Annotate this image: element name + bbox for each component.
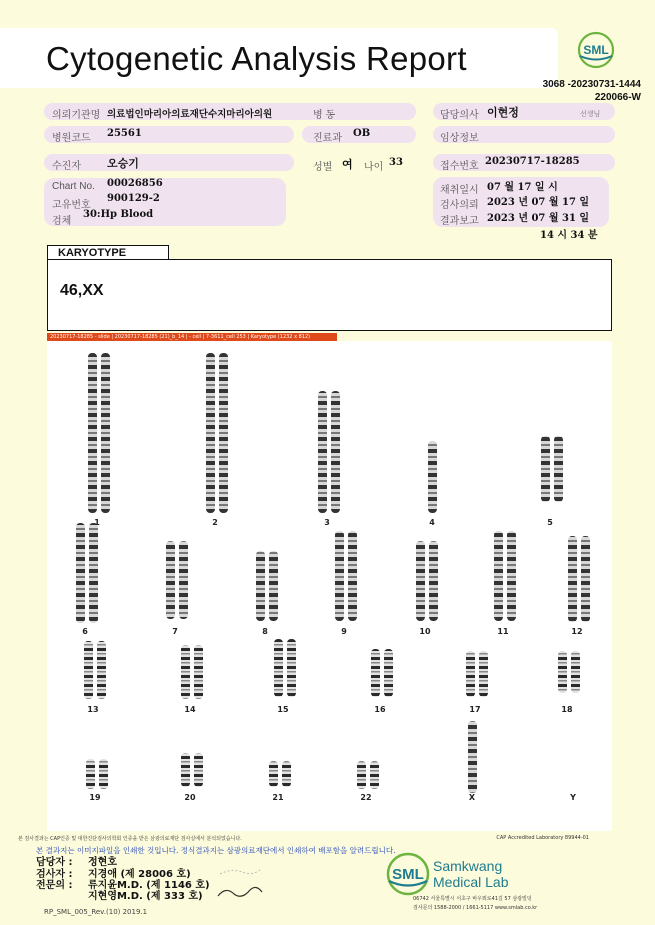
karyotype-box bbox=[47, 259, 612, 331]
chromosome-21 bbox=[269, 761, 278, 787]
hospital-code-value: 25561 bbox=[107, 128, 142, 139]
chromosome-2 bbox=[219, 353, 228, 513]
chromosome-label: 18 bbox=[561, 705, 573, 714]
image-caption: 20230717-18285 - slide | 20230717-18285 (21)_b_14 | - cell | 7-3611_cell 253 | Karyotype (1232 x 812) bbox=[47, 333, 337, 341]
chromosome-1 bbox=[88, 353, 97, 513]
chart-value: 00026856 bbox=[107, 178, 163, 189]
chromosome-label: 16 bbox=[374, 705, 386, 714]
chromosome-19 bbox=[86, 759, 95, 789]
chromosome-label: 3 bbox=[324, 518, 330, 527]
chromosome-17 bbox=[479, 651, 488, 697]
department-value: OB bbox=[353, 128, 371, 139]
chromosome-19 bbox=[99, 759, 108, 789]
chromosome-label: 5 bbox=[547, 518, 553, 527]
receipt-value: 20230717-18285 bbox=[485, 156, 580, 167]
report-id-line-1: 3068 -20230731-1444 bbox=[542, 79, 641, 90]
doctor-value: 이현정 bbox=[487, 106, 519, 119]
chromosome-label: 12 bbox=[571, 627, 583, 636]
chromosome-2 bbox=[206, 353, 215, 513]
karyotype-value: 46,XX bbox=[60, 282, 104, 299]
chromosome-18 bbox=[571, 651, 580, 693]
patient-label: 수진자 bbox=[52, 161, 81, 172]
chromosome-15 bbox=[287, 639, 296, 697]
chromosome-8 bbox=[256, 551, 265, 621]
report-title: Cytogenetic Analysis Report bbox=[46, 40, 467, 77]
staff-row: 검사자 : 지경애 (제 28006 호) bbox=[36, 869, 191, 880]
clinical-info-label: 임상정보 bbox=[440, 133, 479, 144]
specimen-value: 30:Hp Blood bbox=[83, 209, 154, 220]
result-value: 2023 년 07 월 31 일 bbox=[487, 213, 590, 224]
revision-code: RP_SML_005_Rev.(10) 2019.1 bbox=[44, 908, 148, 916]
sex-value: 여 bbox=[342, 158, 353, 171]
chromosome-20 bbox=[181, 753, 190, 787]
sml-brand-logo-icon bbox=[384, 852, 432, 896]
chromosome-label: 15 bbox=[277, 705, 289, 714]
chromosome-label: 4 bbox=[429, 518, 435, 527]
unique-value: 900129-2 bbox=[107, 193, 160, 204]
chromosome-label: 9 bbox=[341, 627, 347, 636]
chromosome-12 bbox=[581, 536, 590, 622]
doctor-suffix: 선생님 bbox=[580, 110, 601, 118]
svg-text:SML: SML bbox=[392, 866, 424, 883]
institution-value: 의료법인마리아의료재단수지마리아의원 bbox=[107, 109, 273, 120]
chromosome-label: 10 bbox=[419, 627, 431, 636]
chromosome-label: 17 bbox=[469, 705, 481, 714]
staff-row: 담당자 : 정현호 bbox=[36, 857, 117, 868]
chromosome-11 bbox=[494, 531, 503, 621]
chromosome-label: Y bbox=[570, 793, 576, 802]
sml-logo-icon bbox=[576, 30, 616, 70]
age-value: 33 bbox=[389, 157, 403, 168]
department-label: 진료과 bbox=[313, 133, 342, 144]
chromosome-6 bbox=[89, 523, 98, 623]
chromosome-label: 11 bbox=[497, 627, 509, 636]
result-label: 결과보고 bbox=[440, 216, 479, 227]
request-value: 2023 년 07 월 17 일 bbox=[487, 197, 590, 208]
chromosome-9 bbox=[348, 531, 357, 621]
chromosome-6 bbox=[76, 523, 85, 623]
chromosome-22 bbox=[357, 761, 366, 789]
signature-image bbox=[212, 866, 267, 904]
chromosome-7 bbox=[179, 541, 188, 619]
chromosome-5 bbox=[541, 436, 550, 502]
chromosome-12 bbox=[568, 536, 577, 622]
chromosome-label: 8 bbox=[262, 627, 268, 636]
print-notice: 본 결과지는 이미지파일을 인쇄한 것입니다. 정식결과지는 삼광의료재단에서 인쇄하여 배포함을 알려드립니다. bbox=[36, 846, 396, 855]
contact-line: 검사문의 1588-2000 / 1661-5117 www.smlab.co.kr bbox=[413, 905, 538, 911]
chromosome-4 bbox=[428, 441, 437, 513]
chromosome-label: 19 bbox=[89, 793, 101, 802]
chromosome-label: 1 bbox=[94, 518, 100, 527]
chromosome-13 bbox=[97, 641, 106, 699]
patient-value: 오승기 bbox=[107, 157, 139, 170]
chromosome-8 bbox=[269, 551, 278, 621]
ward-label: 병 동 bbox=[313, 110, 336, 121]
chromosome-18 bbox=[558, 651, 567, 693]
receipt-label: 접수번호 bbox=[440, 161, 479, 172]
chromosome-10 bbox=[416, 541, 425, 621]
karyogram-image bbox=[47, 341, 612, 831]
chromosome-5 bbox=[554, 436, 563, 502]
patient-pill bbox=[44, 154, 294, 171]
chromosome-10 bbox=[429, 541, 438, 621]
sex-label: 성별 bbox=[313, 162, 333, 173]
chromosome-X bbox=[468, 721, 477, 793]
svg-text:SML: SML bbox=[583, 43, 609, 57]
chromosome-16 bbox=[371, 649, 380, 697]
chromosome-label: 14 bbox=[184, 705, 196, 714]
chromosome-17 bbox=[466, 651, 475, 697]
report-id-line-2: 220066-W bbox=[594, 92, 641, 103]
chromosome-label: 7 bbox=[172, 627, 178, 636]
hospital-code-label: 병원코드 bbox=[52, 133, 91, 144]
karyotype-label: KARYOTYPE bbox=[47, 245, 169, 260]
staff-row: 지현영M.D. (제 333 호) bbox=[88, 891, 203, 902]
chromosome-13 bbox=[84, 641, 93, 699]
address-line: 06742 서울특별시 서초구 바우뫼로41길 57 삼광빌딩 bbox=[413, 896, 532, 902]
chart-label: Chart No. bbox=[52, 181, 95, 192]
chromosome-21 bbox=[282, 761, 291, 787]
chromosome-11 bbox=[507, 531, 516, 621]
chromosome-label: 2 bbox=[212, 518, 218, 527]
specimen-label: 검체 bbox=[52, 216, 72, 227]
chromosome-label: 21 bbox=[272, 793, 284, 802]
chromosome-15 bbox=[274, 639, 283, 697]
age-label: 나이 bbox=[364, 162, 384, 173]
chromosome-16 bbox=[384, 649, 393, 697]
collect-label: 채취일시 bbox=[440, 185, 479, 196]
request-label: 검사의뢰 bbox=[440, 200, 479, 211]
institution-label: 의뢰기관명 bbox=[52, 110, 101, 121]
chromosome-label: 22 bbox=[360, 793, 372, 802]
cap-certification-note: 본 검사결과는 CAP인증 및 대한진단검사의학회 인증을 받은 삼광의료재단 검사실에서 분석되었습니다. bbox=[18, 836, 242, 842]
collect-value: 07 월 17 일 시 bbox=[487, 182, 558, 193]
chromosome-label: X bbox=[468, 793, 476, 802]
result-time: 14 시 34 분 bbox=[540, 230, 598, 241]
chromosome-3 bbox=[331, 391, 340, 513]
chromosome-22 bbox=[370, 761, 379, 789]
brand-name: Samkwang Medical Lab bbox=[433, 858, 509, 890]
chromosome-1 bbox=[101, 353, 110, 513]
chromosome-9 bbox=[335, 531, 344, 621]
chromosome-label: 6 bbox=[82, 627, 88, 636]
chromosome-3 bbox=[318, 391, 327, 513]
report-id bbox=[543, 78, 641, 104]
chromosome-label: 13 bbox=[87, 705, 99, 714]
chromosome-14 bbox=[181, 645, 190, 699]
chromosome-7 bbox=[166, 541, 175, 619]
staff-row: 전문의 : 류지윤M.D. (제 1146 호) bbox=[36, 880, 210, 891]
chromosome-20 bbox=[194, 753, 203, 787]
doctor-label: 담당의사 bbox=[440, 110, 479, 121]
unique-label: 고유번호 bbox=[52, 200, 91, 211]
chromosome-label: 20 bbox=[184, 793, 196, 802]
chromosome-14 bbox=[194, 645, 203, 699]
cap-accreditation: CAP Accredited Laboratory 89944-01 bbox=[496, 835, 589, 841]
